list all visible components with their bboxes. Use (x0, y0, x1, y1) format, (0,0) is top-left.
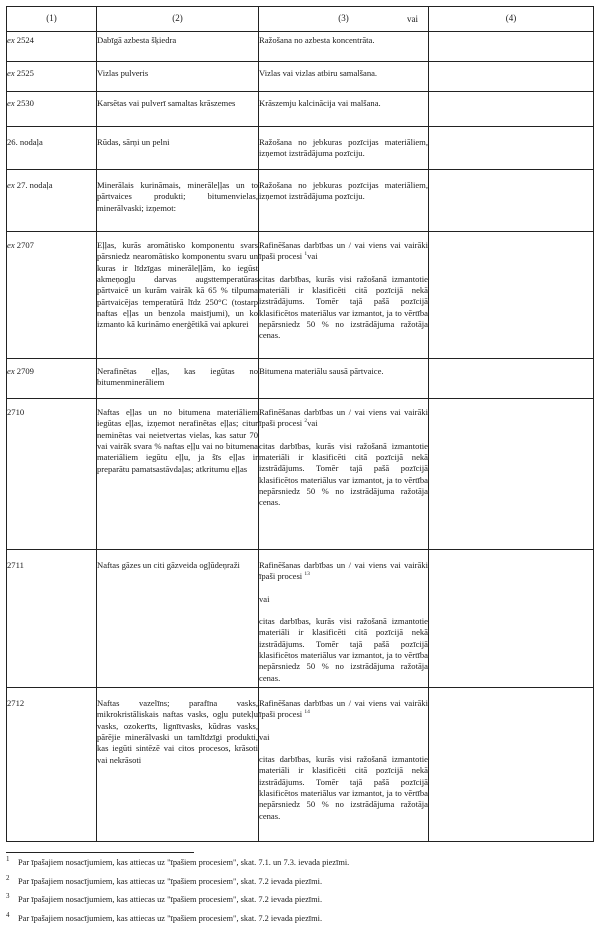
code-cell (7, 32, 97, 62)
condition-text: vai (259, 731, 270, 742)
condition-cell (259, 32, 429, 62)
alternative-cell (429, 127, 594, 170)
code-number: 2711 (7, 560, 24, 570)
product-description: Naftas gāzes un citi gāzveida ogļūdeņraži (97, 560, 240, 570)
heading-code (7, 68, 34, 78)
condition-text: citas darbības, kurās visi ražošanā izmantotie materiāli ir klasificēti citā pozīcijā nekā izstrādājums. Tomēr tajā pašā pozīcijā klasificētos materiālus var izmantot, ja to vērtība nepārsniedz 50 % no izstrādājuma ražotāja cenas. (259, 616, 428, 683)
or-word: vai (307, 418, 318, 429)
description-cell (97, 359, 259, 399)
alternative-cell (429, 399, 594, 550)
code-cell (7, 127, 97, 170)
heading-code (7, 698, 24, 708)
code-number: 2524 (14, 35, 34, 45)
condition-text: Bitumena materiālu sausā pārtvaice. (259, 366, 384, 376)
heading-code (7, 240, 34, 250)
footnote-text: Par īpašajiem nosacījumiem, kas attiecas uz "īpašiem procesiem", skat. 7.1. un 7.3. ievada piezīmi. (18, 858, 350, 867)
product-description: Dabīgā azbesta šķiedra (97, 35, 177, 45)
product-description: Karsētas vai pulverī samaltas krāszemes (97, 98, 236, 108)
condition-cell (259, 62, 429, 92)
product-description: Vizlas pulveris (97, 68, 149, 78)
footnote (6, 893, 596, 912)
code-cell (7, 550, 97, 688)
code-number: 2710 (7, 407, 25, 417)
condition-text: Rafinēšanas darbības un / vai viens vai vairāki īpaši procesi $^1$vai (259, 240, 428, 262)
table-row (7, 550, 594, 688)
table-row (7, 32, 594, 62)
heading-code (7, 366, 34, 376)
code-number: 2530 (14, 98, 34, 108)
footnote (6, 856, 596, 875)
condition-cell (259, 688, 429, 842)
alternative-cell (429, 62, 594, 92)
condition-text: Rafinēšanas darbības un / vai viens vai vairāki īpaši procesi $^2$vai (259, 407, 428, 429)
code-number: 2712 (7, 698, 25, 708)
heading-code (7, 407, 24, 417)
code-prefix: ex (7, 35, 15, 45)
footnote-text: Par īpašajiem nosacījumiem, kas attiecas uz "īpašiem procesiem", skat. 7.2 ievada piezīmi. (18, 876, 323, 886)
condition-cell (259, 92, 429, 127)
condition-text: Krāszemju kalcinācija vai malšana. (259, 98, 381, 108)
condition-cell (259, 359, 429, 399)
footnote-ref: 2 (304, 418, 308, 425)
alternative-cell (429, 170, 594, 232)
table-row (7, 399, 594, 550)
code-number: 26. nodaļa (7, 137, 43, 147)
code-prefix: ex (7, 180, 15, 190)
product-description: Naftas eļļas un no bitumena materiāliem iegūtas eļļas, izņemot nerafinētas eļļas; citur neminētas vai neietvertas vielas, kas satur 70 vai vairāk svara % naftas eļļu vai no bitumena materiāliem iegūtu eļļu, ja šīs eļļas ir preparātu pamatsastāvdaļas; atkritumu eļļas (97, 407, 258, 474)
rules-of-origin-table (6, 6, 594, 842)
product-description: Rūdas, sārņi un pelni (97, 137, 170, 147)
description-cell (97, 550, 259, 688)
table-row (7, 170, 594, 232)
description-cell (97, 62, 259, 92)
footnote-number: 4 (6, 910, 10, 919)
table-row (7, 688, 594, 842)
alternative-cell (429, 232, 594, 359)
footnote-text: Par īpašajiem nosacījumiem, kas attiecas uz "īpašiem procesiem", skat. 7.2 ievada piezīmi. (18, 913, 323, 923)
condition-cell (259, 170, 429, 232)
footnote-ref: 13 (304, 571, 310, 578)
footnote-number: 2 (6, 873, 10, 882)
header-col3 (259, 7, 429, 32)
alternative-cell (429, 688, 594, 842)
code-number: 2707 (14, 240, 34, 250)
condition-cell (259, 399, 429, 550)
product-description: Naftas vazelīns; parafīna vasks, mikrokristāliskais naftas vasks, ogļu putekļu vasks, ozokerīts, lignītvasks, kūdras vasks, pārējie minerālvaski un tamlīdzīgi produkti, kas iegūti sintēzē vai citos procesos, krāsoti vai nekrāsoti (97, 698, 258, 765)
footnotes (6, 852, 596, 930)
header-col2: (2) (97, 7, 259, 32)
table-row (7, 92, 594, 127)
product-description: Nerafinētas eļļas, kas iegūtas no bitumenminerāliem (97, 366, 258, 388)
footnote-ref: 14 (304, 709, 310, 716)
description-cell (97, 232, 259, 359)
code-cell (7, 170, 97, 232)
condition-text: Rafinēšanas darbības un / vai viens vai vairāki īpaši procesi $^{13}$ (259, 560, 428, 582)
alternative-cell (429, 92, 594, 127)
heading-code (7, 35, 34, 45)
condition-text: Ražošana no jebkuras pozīcijas materiāliem, izņemot izstrādājuma pozīciju. (259, 137, 428, 159)
header-col3-label: (3) (338, 13, 349, 24)
table-row (7, 127, 594, 170)
code-cell (7, 232, 97, 359)
description-cell (97, 399, 259, 550)
condition-cell (259, 232, 429, 359)
header-col4: (4) (429, 7, 594, 32)
description-cell (97, 92, 259, 127)
code-prefix: ex (7, 240, 15, 250)
code-cell (7, 92, 97, 127)
condition-text: citas darbības, kurās visi ražošanā izmantotie materiāli ir klasificēti citā pozīcijā nekā izstrādājums. Tomēr tajā pašā pozīcijā klasificētos materiālus var izmantot, ja to vērtība nepārsniedz 50 % no izstrādājuma ražotāja cenas. (259, 273, 428, 341)
header-col3-vai: vai (407, 14, 418, 24)
product-description: Eļļas, kurās aromātisko komponentu svars pārsniedz nearomātisko komponentu svaru un kuras ir līdzīgas minerāleļļām, ko iegūst akmeņogļu darvas augsttemperatūras pārtvaicē un kurām vairāk kā 65 % tilpuma pārtvaicējas temperatūrā līdz 250°C (tostarp naftas eļļas un benzola maisījumi), un ko izmanto kā kurināmo enerģētikā vai apkurei (97, 240, 258, 330)
condition-text: vai (259, 593, 270, 604)
description-cell (97, 127, 259, 170)
heading-code (7, 180, 53, 190)
product-description: Minerālais kurināmais, minerāleļļas un to pārtvaices produkti; bitumenvielas, minerālvaski; izņemot: (97, 180, 258, 213)
header-row (7, 7, 594, 32)
table-row (7, 62, 594, 92)
heading-code (7, 98, 34, 108)
condition-text: Ražošana no azbesta koncentrāta. (259, 35, 375, 45)
description-cell (97, 170, 259, 232)
footnote-text: Par īpašajiem nosacījumiem, kas attiecas uz "īpašiem procesiem", skat. 7.2 ievada piezīmi. (18, 895, 323, 904)
footnote-number: 3 (6, 892, 10, 900)
header-col1: (1) (7, 7, 97, 32)
table-row (7, 359, 594, 399)
condition-text: Ražošana no jebkuras pozīcijas materiāliem, izņemot izstrādājuma pozīciju. (259, 180, 428, 202)
code-number: 2525 (14, 68, 34, 78)
or-word: vai (307, 251, 318, 262)
code-cell (7, 62, 97, 92)
alternative-cell (429, 550, 594, 688)
condition-cell (259, 550, 429, 688)
description-cell (97, 688, 259, 842)
code-cell (7, 688, 97, 842)
heading-code (7, 137, 43, 147)
code-prefix: ex (7, 366, 15, 376)
code-cell (7, 359, 97, 399)
code-cell (7, 399, 97, 550)
footnote-number: 1 (6, 855, 10, 863)
condition-text: citas darbības, kurās visi ražošanā izmantotie materiāli ir klasificēti citā pozīcijā nekā izstrādājums. Tomēr tajā pašā pozīcijā klasificētos materiālus var izmantot, ja to vērtība nepārsniedz 50 % no izstrādājuma ražotāja cenas. (259, 440, 428, 508)
code-prefix: ex (7, 68, 15, 78)
footnote-separator (6, 852, 194, 853)
alternative-cell (429, 359, 594, 399)
heading-code (7, 560, 24, 570)
table-row (7, 232, 594, 359)
footnote (6, 875, 596, 894)
footnote-ref: 1 (304, 251, 308, 258)
condition-text: Vizlas vai vizlas atbiru samalšana. (259, 68, 378, 78)
alternative-cell (429, 32, 594, 62)
code-prefix: ex (7, 98, 15, 108)
description-cell (97, 32, 259, 62)
code-number: 2709 (14, 366, 34, 376)
footnote (6, 912, 596, 931)
condition-cell (259, 127, 429, 170)
condition-text: Rafinēšanas darbības un / vai viens vai vairāki īpaši procesi $^{14}$ (259, 698, 428, 720)
code-number: 27. nodaļa (14, 180, 53, 190)
condition-text: citas darbības, kurās visi ražošanā izmantotie materiāli ir klasificēti citā pozīcijā nekā izstrādājums. Tomēr tajā pašā pozīcijā klasificētos materiālus var izmantot, ja to vērtība nepārsniedz 50 % no izstrādājuma ražotāja cenas. (259, 754, 428, 821)
